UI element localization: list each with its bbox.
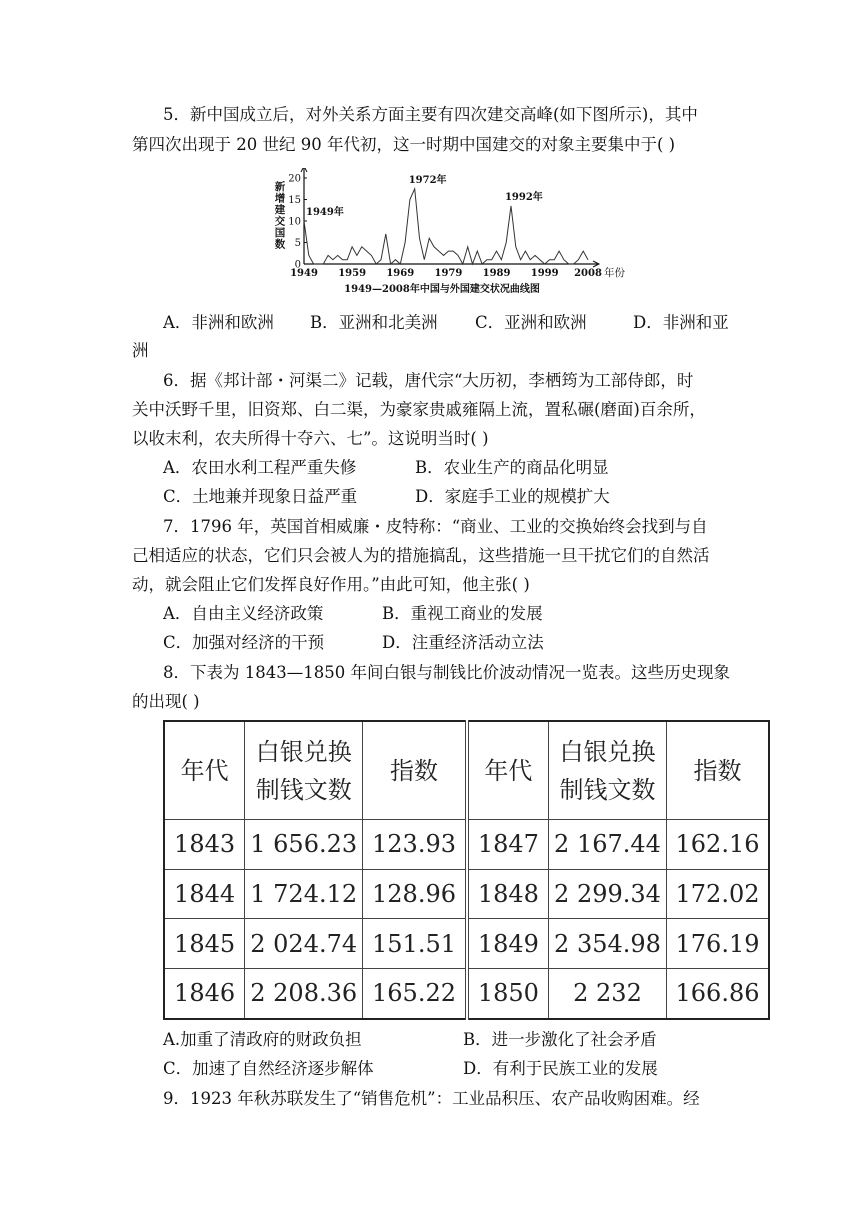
header-exchange: 白银兑换 制钱文数	[245, 721, 363, 820]
silver-copper-table	[163, 720, 770, 1020]
q6-option-a[interactable]: A．农田水利工程严重失修	[163, 458, 357, 477]
header-year: 年代	[164, 721, 245, 820]
x-axis-label: 年份	[604, 267, 625, 279]
cell-exchange: 1 724.12	[245, 869, 363, 919]
cell-year: 1843	[164, 820, 245, 870]
y-axis-label-char: 数	[274, 238, 286, 251]
y-axis-label-char: 新	[274, 181, 286, 193]
cell-year: 1850	[467, 968, 549, 1019]
q7-option-c[interactable]: C．加强对经济的干预	[163, 633, 325, 652]
x-tick-label: 2008	[574, 268, 602, 279]
q7-option-a[interactable]: A．自由主义经济政策	[163, 604, 324, 623]
q6-option-c[interactable]: C．土地兼并现象日益严重	[163, 487, 358, 506]
q9-stem-line-1: 9．1923 年秋苏联发生了“销售危机”：工业品积压、农产品收购困难。经	[163, 1089, 700, 1108]
q6-stem-line-2: 关中沃野千里，旧资郑、白二渠，为豪家贵戚雍隔上流，置私碾(磨面)百余所，	[132, 400, 706, 419]
cell-exchange: 2 299.34	[548, 869, 666, 919]
cell-index: 162.16	[667, 820, 769, 870]
y-tick-label: 0	[294, 259, 301, 271]
q6-option-d[interactable]: D．家庭手工业的规模扩大	[415, 487, 610, 506]
table-header-row	[164, 721, 769, 820]
y-axis-label-char: 国	[274, 227, 286, 239]
cell-exchange: 2 024.74	[245, 919, 363, 969]
table-row	[164, 820, 769, 870]
cell-index: 165.22	[363, 968, 467, 1019]
header-index: 指数	[363, 721, 467, 820]
x-tick-label: 1999	[530, 268, 559, 279]
cell-index: 123.93	[363, 820, 467, 870]
cell-index: 172.02	[667, 869, 769, 919]
y-tick-label: 10	[288, 216, 301, 228]
y-axis-label-char: 建	[274, 204, 286, 216]
q8-stem-line-2: 的出现( )	[132, 692, 200, 711]
x-tick-label: 1989	[482, 268, 511, 279]
cell-year: 1845	[164, 919, 245, 969]
q5-option-b[interactable]: B．亚洲和北美洲	[310, 313, 438, 332]
q7-option-d[interactable]: D．注重经济活动立法	[382, 633, 544, 652]
cell-year: 1846	[164, 968, 245, 1019]
x-tick-label: 1959	[338, 268, 367, 279]
diplomatic-relations-chart	[268, 168, 628, 304]
y-axis-label-char: 交	[274, 215, 286, 228]
header-exchange-2: 白银兑换 制钱文数	[548, 721, 666, 820]
y-tick-label: 5	[294, 238, 301, 249]
chart-title: 1949—2008年中国与外国建交状况曲线图	[344, 284, 540, 295]
q7-stem-line-3: 动，就会阻止它们发挥良好作用。”由此可知，他主张( )	[132, 575, 530, 594]
y-axis-label-char: 增	[274, 192, 286, 205]
q5-option-c[interactable]: C．亚洲和欧洲	[475, 313, 587, 332]
annotation-label: 1972年	[408, 174, 447, 186]
q7-stem-line-2: 己相适应的状态，它们只会被人为的措施搞乱，这些措施一旦干扰它们的自然活	[132, 546, 710, 565]
cell-year: 1844	[164, 869, 245, 919]
cell-index: 128.96	[363, 869, 467, 919]
q5-stem-line-2: 第四次出现于 20 世纪 90 年代初，这一时期中国建交的对象主要集中于( )	[132, 135, 676, 154]
q5-option-d-wrap: 洲	[132, 341, 149, 360]
cell-year: 1849	[467, 919, 549, 969]
cell-index: 176.19	[667, 919, 769, 969]
q8-option-d[interactable]: D．有利于民族工业的发展	[463, 1059, 658, 1078]
table-row	[164, 968, 769, 1019]
series-line	[304, 189, 588, 264]
q6-option-b[interactable]: B．农业生产的商品化明显	[415, 458, 609, 477]
q8-option-b[interactable]: B．进一步激化了社会矛盾	[463, 1030, 657, 1049]
header-year-2: 年代	[467, 721, 549, 820]
annotation-label: 1949年	[306, 207, 344, 218]
q5-option-d[interactable]: D．非洲和亚	[633, 313, 729, 332]
q7-stem-line-1: 7．1796 年，英国首相威廉・皮特称：“商业、工业的交换始终会找到与自	[163, 517, 708, 536]
header-index-2: 指数	[667, 721, 769, 820]
q6-stem-line-3: 以收末利，农夫所得十夺六、七”。这说明当时( )	[132, 429, 489, 448]
annotation-label: 1992年	[504, 191, 543, 203]
cell-year: 1847	[467, 820, 549, 870]
table-row	[164, 919, 769, 969]
cell-year: 1848	[467, 869, 549, 919]
q5-option-a[interactable]: A．非洲和欧洲	[163, 313, 274, 332]
cell-index: 151.51	[363, 919, 467, 969]
table-row	[164, 869, 769, 919]
y-tick-label: 20	[288, 173, 301, 185]
q8-option-a[interactable]: A.加重了清政府的财政负担	[163, 1030, 362, 1049]
q6-stem-line-1: 6．据《邦计部・河渠二》记载，唐代宗“大历初，李栖筠为工部侍郎，时	[163, 371, 694, 390]
x-tick-label: 1949	[290, 268, 318, 279]
q5-stem-line-1: 5．新中国成立后，对外关系方面主要有四次建交高峰(如下图所示)，其中	[163, 105, 698, 124]
cell-exchange: 1 656.23	[245, 820, 363, 870]
q8-option-c[interactable]: C．加速了自然经济逐步解体	[163, 1059, 374, 1078]
x-tick-label: 1969	[386, 268, 415, 279]
cell-index: 166.86	[667, 968, 769, 1019]
cell-exchange: 2 208.36	[245, 968, 363, 1019]
cell-exchange: 2 232	[548, 968, 666, 1019]
cell-exchange: 2 167.44	[548, 820, 666, 870]
y-tick-label: 15	[288, 195, 301, 206]
q8-stem-line-1: 8．下表为 1843—1850 年间白银与制钱比价波动情况一览表。这些历史现象	[163, 663, 730, 682]
q7-option-b[interactable]: B．重视工商业的发展	[382, 604, 543, 623]
cell-exchange: 2 354.98	[548, 919, 666, 969]
x-tick-label: 1979	[434, 268, 463, 279]
